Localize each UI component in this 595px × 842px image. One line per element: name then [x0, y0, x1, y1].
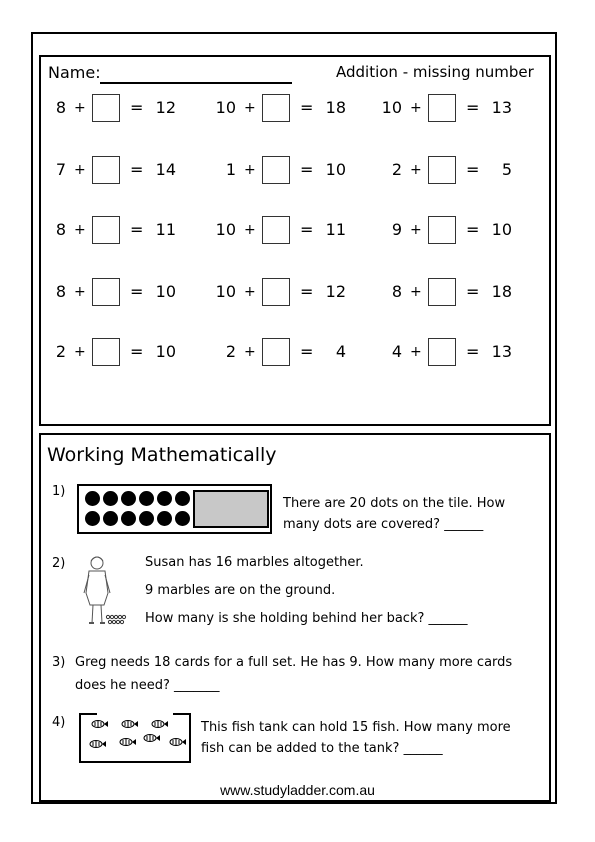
- sum: 12: [155, 98, 176, 117]
- question-1-line-2: many dots are covered? ______: [283, 517, 484, 532]
- equals-sign: =: [300, 98, 314, 117]
- plus-sign: +: [244, 222, 256, 238]
- question-2-number: 2): [52, 556, 66, 571]
- plus-sign: +: [74, 100, 86, 116]
- plus-sign: +: [74, 222, 86, 238]
- dot: [139, 511, 154, 526]
- sheet-title: Addition - missing number: [336, 63, 534, 81]
- answer-box[interactable]: [428, 216, 456, 244]
- equation: [36, 216, 186, 246]
- sum: 13: [491, 98, 512, 117]
- name-label: Name:: [48, 63, 101, 82]
- equals-sign: =: [130, 220, 144, 239]
- addend: 4: [391, 342, 402, 361]
- plus-sign: +: [244, 162, 256, 178]
- girl-illustration: [80, 553, 132, 635]
- equation: [206, 156, 356, 186]
- question-3-number: 3): [52, 655, 66, 670]
- equation: [36, 338, 186, 368]
- question-4-line-1: This fish tank can hold 15 fish. How many more: [201, 720, 511, 735]
- sum: 10: [155, 342, 176, 361]
- addend: 2: [225, 342, 236, 361]
- plus-sign: +: [410, 222, 422, 238]
- addend: 8: [55, 220, 66, 239]
- fish-icon: [143, 733, 161, 743]
- equation: [36, 94, 186, 124]
- sum: 11: [155, 220, 176, 239]
- answer-box[interactable]: [262, 216, 290, 244]
- fish-icon: [151, 719, 169, 729]
- equation: [372, 156, 522, 186]
- dot: [121, 511, 136, 526]
- addend: 10: [215, 98, 236, 117]
- question-2-line-3: How many is she holding behind her back? ______: [145, 611, 468, 626]
- equals-sign: =: [130, 160, 144, 179]
- sum: 10: [491, 220, 512, 239]
- equals-sign: =: [466, 160, 480, 179]
- answer-box[interactable]: [92, 156, 120, 184]
- addend: 10: [215, 282, 236, 301]
- question-1-number: 1): [52, 484, 66, 499]
- dot: [175, 491, 190, 506]
- sum: 14: [155, 160, 176, 179]
- dot: [157, 511, 172, 526]
- plus-sign: +: [244, 284, 256, 300]
- question-2-line-2: 9 marbles are on the ground.: [145, 583, 336, 598]
- equation: [372, 94, 522, 124]
- addend: 1: [225, 160, 236, 179]
- answer-box[interactable]: [262, 94, 290, 122]
- addend: 9: [391, 220, 402, 239]
- plus-sign: +: [244, 100, 256, 116]
- equals-sign: =: [300, 342, 314, 361]
- equation: [206, 216, 356, 246]
- dot: [175, 511, 190, 526]
- equation: [206, 338, 356, 368]
- section-title: Working Mathematically: [47, 444, 277, 466]
- question-4-line-2: fish can be added to the tank? ______: [201, 741, 443, 756]
- equals-sign: =: [300, 220, 314, 239]
- sum: 5: [501, 160, 512, 179]
- plus-sign: +: [74, 284, 86, 300]
- equals-sign: =: [466, 98, 480, 117]
- dot: [139, 491, 154, 506]
- equals-sign: =: [466, 220, 480, 239]
- equation: [36, 278, 186, 308]
- plus-sign: +: [410, 344, 422, 360]
- fish-icon: [121, 719, 139, 729]
- addend: 2: [391, 160, 402, 179]
- equals-sign: =: [130, 342, 144, 361]
- plus-sign: +: [410, 100, 422, 116]
- sum: 10: [325, 160, 346, 179]
- plus-sign: +: [410, 284, 422, 300]
- answer-box[interactable]: [428, 338, 456, 366]
- addend: 7: [55, 160, 66, 179]
- plus-sign: +: [410, 162, 422, 178]
- addend: 8: [55, 282, 66, 301]
- equation: [372, 338, 522, 368]
- sum: 4: [335, 342, 346, 361]
- equals-sign: =: [300, 160, 314, 179]
- sum: 10: [155, 282, 176, 301]
- dot: [103, 491, 118, 506]
- question-3-line-2: does he need? _______: [75, 678, 220, 693]
- equation: [206, 278, 356, 308]
- dot: [85, 491, 100, 506]
- dot: [157, 491, 172, 506]
- addend: 10: [215, 220, 236, 239]
- sum: 12: [325, 282, 346, 301]
- answer-box[interactable]: [428, 278, 456, 306]
- answer-box[interactable]: [92, 338, 120, 366]
- dot: [121, 491, 136, 506]
- fish-icon: [89, 739, 107, 749]
- addend: 10: [381, 98, 402, 117]
- plus-sign: +: [244, 344, 256, 360]
- equals-sign: =: [130, 282, 144, 301]
- question-1-line-1: There are 20 dots on the tile. How: [283, 496, 506, 511]
- equals-sign: =: [300, 282, 314, 301]
- equation: [372, 278, 522, 308]
- addend: 8: [391, 282, 402, 301]
- equals-sign: =: [466, 342, 480, 361]
- addend: 2: [55, 342, 66, 361]
- sum: 18: [491, 282, 512, 301]
- equals-sign: =: [130, 98, 144, 117]
- tile-cover: [193, 490, 269, 528]
- question-2-line-1: Susan has 16 marbles altogether.: [145, 555, 364, 570]
- equation: [206, 94, 356, 124]
- answer-box[interactable]: [428, 94, 456, 122]
- footer-url[interactable]: www.studyladder.com.au: [220, 782, 375, 798]
- question-3-line-1: Greg needs 18 cards for a full set. He has 9. How many more cards: [75, 655, 513, 670]
- plus-sign: +: [74, 344, 86, 360]
- question-4-number: 4): [52, 715, 66, 730]
- equation: [372, 216, 522, 246]
- sum: 11: [325, 220, 346, 239]
- answer-box[interactable]: [92, 94, 120, 122]
- plus-sign: +: [74, 162, 86, 178]
- dot: [103, 511, 118, 526]
- sum: 13: [491, 342, 512, 361]
- fish-tank: [79, 713, 191, 763]
- answer-box[interactable]: [92, 216, 120, 244]
- answer-box[interactable]: [428, 156, 456, 184]
- dot-tile: [77, 484, 272, 534]
- answer-box[interactable]: [262, 338, 290, 366]
- equation: [36, 156, 186, 186]
- fish-icon: [119, 737, 137, 747]
- sum: 18: [325, 98, 346, 117]
- answer-box[interactable]: [262, 156, 290, 184]
- name-field-line[interactable]: [100, 82, 292, 84]
- addend: 8: [55, 98, 66, 117]
- answer-box[interactable]: [262, 278, 290, 306]
- dot: [85, 511, 100, 526]
- equals-sign: =: [466, 282, 480, 301]
- fish-icon: [91, 719, 109, 729]
- fish-icon: [169, 737, 187, 747]
- answer-box[interactable]: [92, 278, 120, 306]
